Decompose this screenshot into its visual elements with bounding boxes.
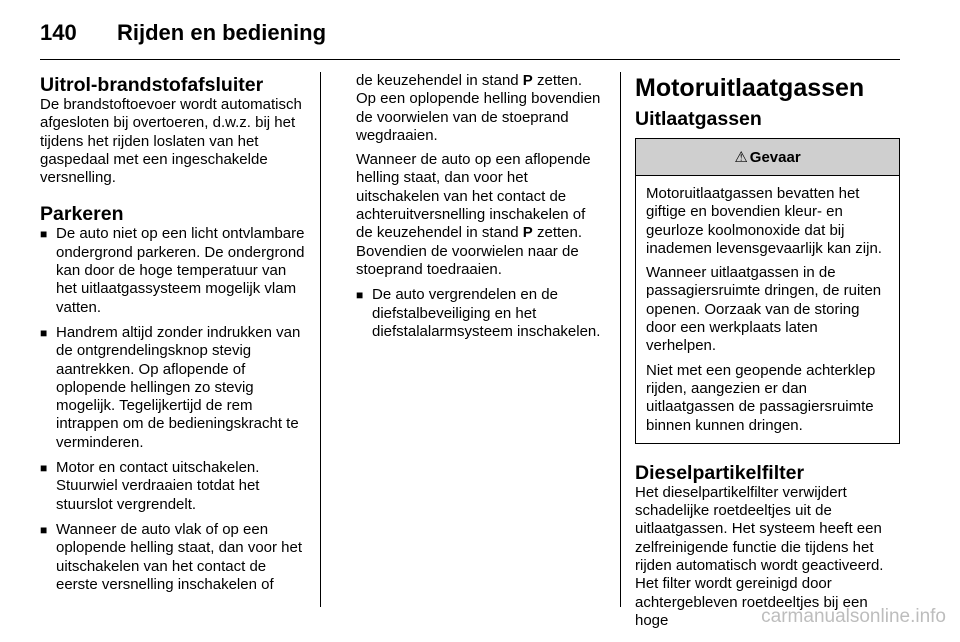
watermark: carmanualsonline.info	[761, 606, 946, 627]
parking-list-continued	[356, 72, 604, 341]
dpf-heading: Dieselpartikelfilter	[635, 461, 805, 484]
warning-icon: ⚠	[734, 149, 748, 166]
bullet-icon: ■	[356, 288, 364, 303]
section-title: Motoruitlaatgassen	[635, 74, 865, 102]
page-number: 140	[40, 20, 77, 45]
list-item: ■ Wanneer de auto vlak of op een oplopende helling staat, dan voor het uitschakelen van het contact de eerste versnelling inschakelen of	[40, 520, 303, 593]
danger-header	[636, 139, 899, 176]
danger-paragraph: Wanneer uitlaatgassen in de passagiersruimte dringen, de ruiten openen. Oorzaak van de storing door een werkplaats laten verhelpen.	[646, 264, 882, 355]
continued-paragraph: Wanneer de auto op een aflopende helling staat, dan voor het uitschakelen van het contact de achteruitversnelling inschakelen of de keuzehendel in stand P zetten. Bovendien de voorwielen naar de stoeprand toedraaien.	[356, 151, 591, 278]
parking-list	[40, 225, 310, 594]
chapter-title: Rijden en bediening	[117, 20, 327, 45]
list-item: ■ Motor en contact uitschakelen. Stuurwiel verdraaien totdat het stuurslot vergrendelt.	[40, 459, 260, 513]
bullet-icon: ■	[40, 461, 48, 476]
dpf-paragraph: Het dieselpartikelfilter verwijdert schadelijke roetdeeltjes uit de uitlaatgassen. Het systeem heeft een zelfreinigende functie die tijdens het rijden automatisch wordt geactiveerd. Het filter wordt gereinigd door achtergebleven roetdeeltjes bij een hoge	[635, 483, 884, 629]
column-right	[635, 72, 900, 636]
danger-paragraph: Motoruitlaatgassen bevatten het giftige en bovendien kleur- en geurloze koolmonoxide dat bij inademen levensgevaarlijk kan zijn.	[646, 185, 882, 257]
exhaust-subheading: Uitlaatgassen	[635, 108, 762, 130]
bullet-icon: ■	[40, 325, 48, 340]
list-item-continued	[356, 72, 604, 279]
list-item: ■ Handrem altijd zonder indrukken van de ontgrendelingsknop stevig aantrekken. Op aflopende of oplopende hellingen zo stevig mogelijk. Tegelijkertijd de rem intrappen om de bedieningskracht te verminderen.	[40, 323, 301, 451]
fuel-cutoff-heading: Uitrol-brandstofafsluiter	[40, 74, 264, 96]
bullet-icon: ■	[40, 522, 48, 537]
fuel-cutoff-paragraph: De brandstoftoevoer wordt automatisch afgesloten bij overtoeren, d.w.z. bij het tijdens het rijden loslaten van het gaspedaal met een ingeschakelde versnelling.	[40, 96, 302, 187]
list-item: ■ De auto vergrendelen en de diefstalbeveiliging en het diefstalalarmsysteem inschakelen.	[356, 286, 601, 340]
danger-paragraph: Niet met een geopende achterklep rijden, aangezien er dan uitlaatgassen de passagiersruimte binnen kunnen dringen.	[646, 361, 876, 434]
continued-paragraph: de keuzehendel in stand P zetten. Op een oplopende helling bovendien de voorwielen van de stoeprand wegdraaien.	[356, 72, 601, 144]
danger-body	[636, 176, 899, 443]
column-middle	[356, 72, 604, 348]
list-item: ■ De auto niet op een licht ontvlambare ondergrond parkeren. De ondergrond kan door de hoge temperatuur van het uitlaatgassysteem mogelijk vlam vatten.	[40, 225, 305, 316]
bullet-icon: ■	[40, 227, 48, 242]
danger-label: Gevaar	[749, 148, 801, 166]
danger-box	[635, 138, 900, 444]
column-left	[40, 72, 310, 601]
column-divider	[620, 72, 621, 607]
parking-heading: Parkeren	[40, 203, 124, 226]
header-divider	[40, 59, 900, 60]
column-divider	[320, 72, 321, 607]
